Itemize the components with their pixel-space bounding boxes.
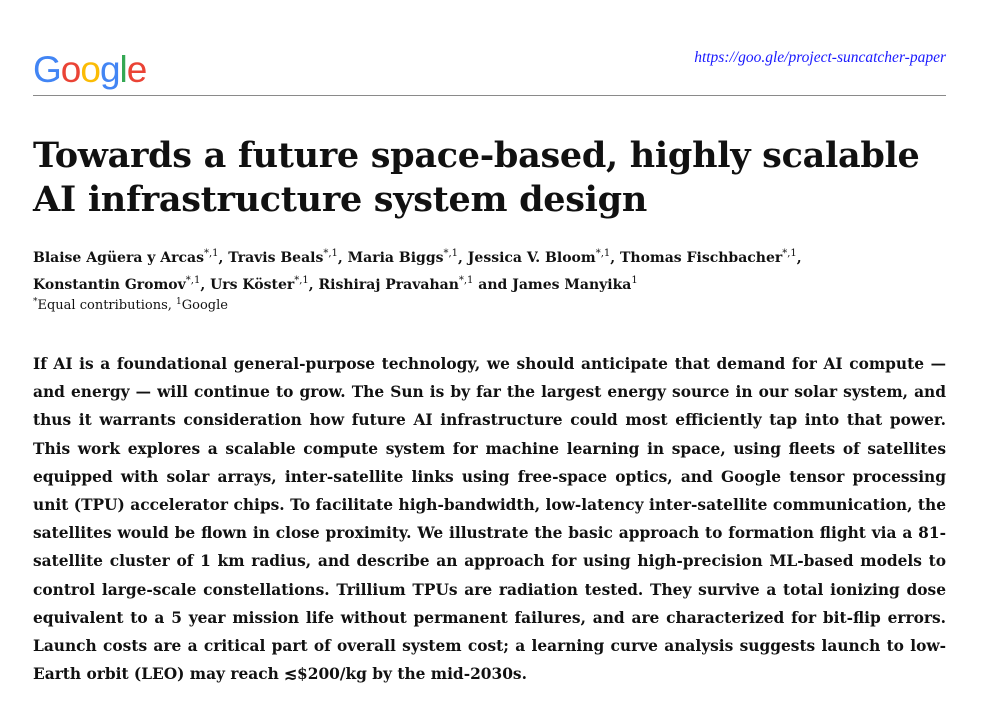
author-name: Blaise Agüera y Arcas: [33, 250, 204, 266]
logo-letter: o: [60, 49, 81, 90]
logo-letter: e: [126, 49, 147, 90]
paper-url-link[interactable]: https://goo.gle/project-suncatcher-paper: [694, 49, 946, 66]
author-separator: ,: [610, 250, 620, 266]
google-logo: [33, 50, 146, 90]
title-line-1: Towards a future space-based, highly scalable: [33, 135, 920, 176]
header-divider: [33, 95, 946, 96]
author-name: Thomas Fischbacher: [619, 250, 783, 266]
author-separator: ,: [308, 277, 319, 293]
author-marks: *,1: [323, 248, 338, 259]
logo-letter: l: [119, 49, 127, 90]
author-separator: and: [473, 277, 513, 293]
author-name: Maria Biggs: [347, 250, 444, 266]
author-separator: ,: [337, 250, 348, 266]
author-list: [33, 245, 953, 299]
logo-letter: o: [80, 49, 100, 90]
affiliation-name: Google: [181, 298, 228, 313]
author-name: Konstantin Gromov: [33, 277, 186, 293]
logo-letter: G: [33, 49, 61, 90]
author-separator: ,: [218, 250, 229, 266]
author-name: Rishiraj Pravahan: [318, 277, 459, 293]
author-marks: *,1: [294, 275, 309, 286]
equal-contrib-text: Equal contributions,: [37, 298, 177, 313]
affiliation-mark: 1: [176, 297, 182, 307]
author-marks: *,1: [204, 248, 219, 259]
affiliations: [33, 296, 933, 316]
author-marks: *,1: [443, 248, 459, 259]
equal-contrib-mark: *: [33, 297, 38, 307]
logo-letter: g: [99, 49, 120, 90]
author-marks: *,1: [782, 248, 797, 259]
author-marks: 1: [631, 275, 638, 286]
author-separator: ,: [796, 250, 802, 266]
author-name: James Manyika: [512, 277, 632, 293]
abstract: If AI is a foundational general-purpose technology, we should anticipate that demand for AI compute — and energy — will continue to grow. The Sun is by far the largest energy source in our solar system, and thus it warrants consideration how future AI infrastructure could most efficiently tap into that power. This work explores a scalable compute system for machine learning in space, using fleets of satellites equipped with solar arrays, inter-satellite links using free-space optics, and Google tensor processing unit (TPU) accelerator chips. To facilitate high-bandwidth, low-latency inter-satellite communication, the satellites would be flown in close proximity. We illustrate the basic approach to formation flight via a 81-satellite cluster of 1 km radius, and describe an approach for using high-precision ML-based models to control large-scale constellations. Trillium TPUs are radiation tested. They survive a total ionizing dose equivalent to a 5 year mission life without permanent failures, and are characterized for bit-flip errors. Launch costs are a critical part of overall system cost; a learning curve analysis suggests launch to low-Earth orbit (LEO) may reach ≲$200/kg by the mid-2030s.: [33, 355, 946, 684]
title-line-2: AI infrastructure system design: [33, 179, 647, 220]
author-name: Travis Beals: [228, 250, 324, 266]
author-separator: ,: [200, 277, 211, 293]
paper-header: [33, 46, 946, 96]
author-marks: *,1: [595, 248, 611, 259]
author-marks: *,1: [185, 275, 201, 286]
paper-title: [33, 134, 953, 222]
author-marks: *,1: [458, 275, 474, 286]
author-name: Urs Köster: [210, 277, 295, 293]
author-separator: ,: [458, 250, 468, 266]
author-name: Jessica V. Bloom: [467, 250, 596, 266]
